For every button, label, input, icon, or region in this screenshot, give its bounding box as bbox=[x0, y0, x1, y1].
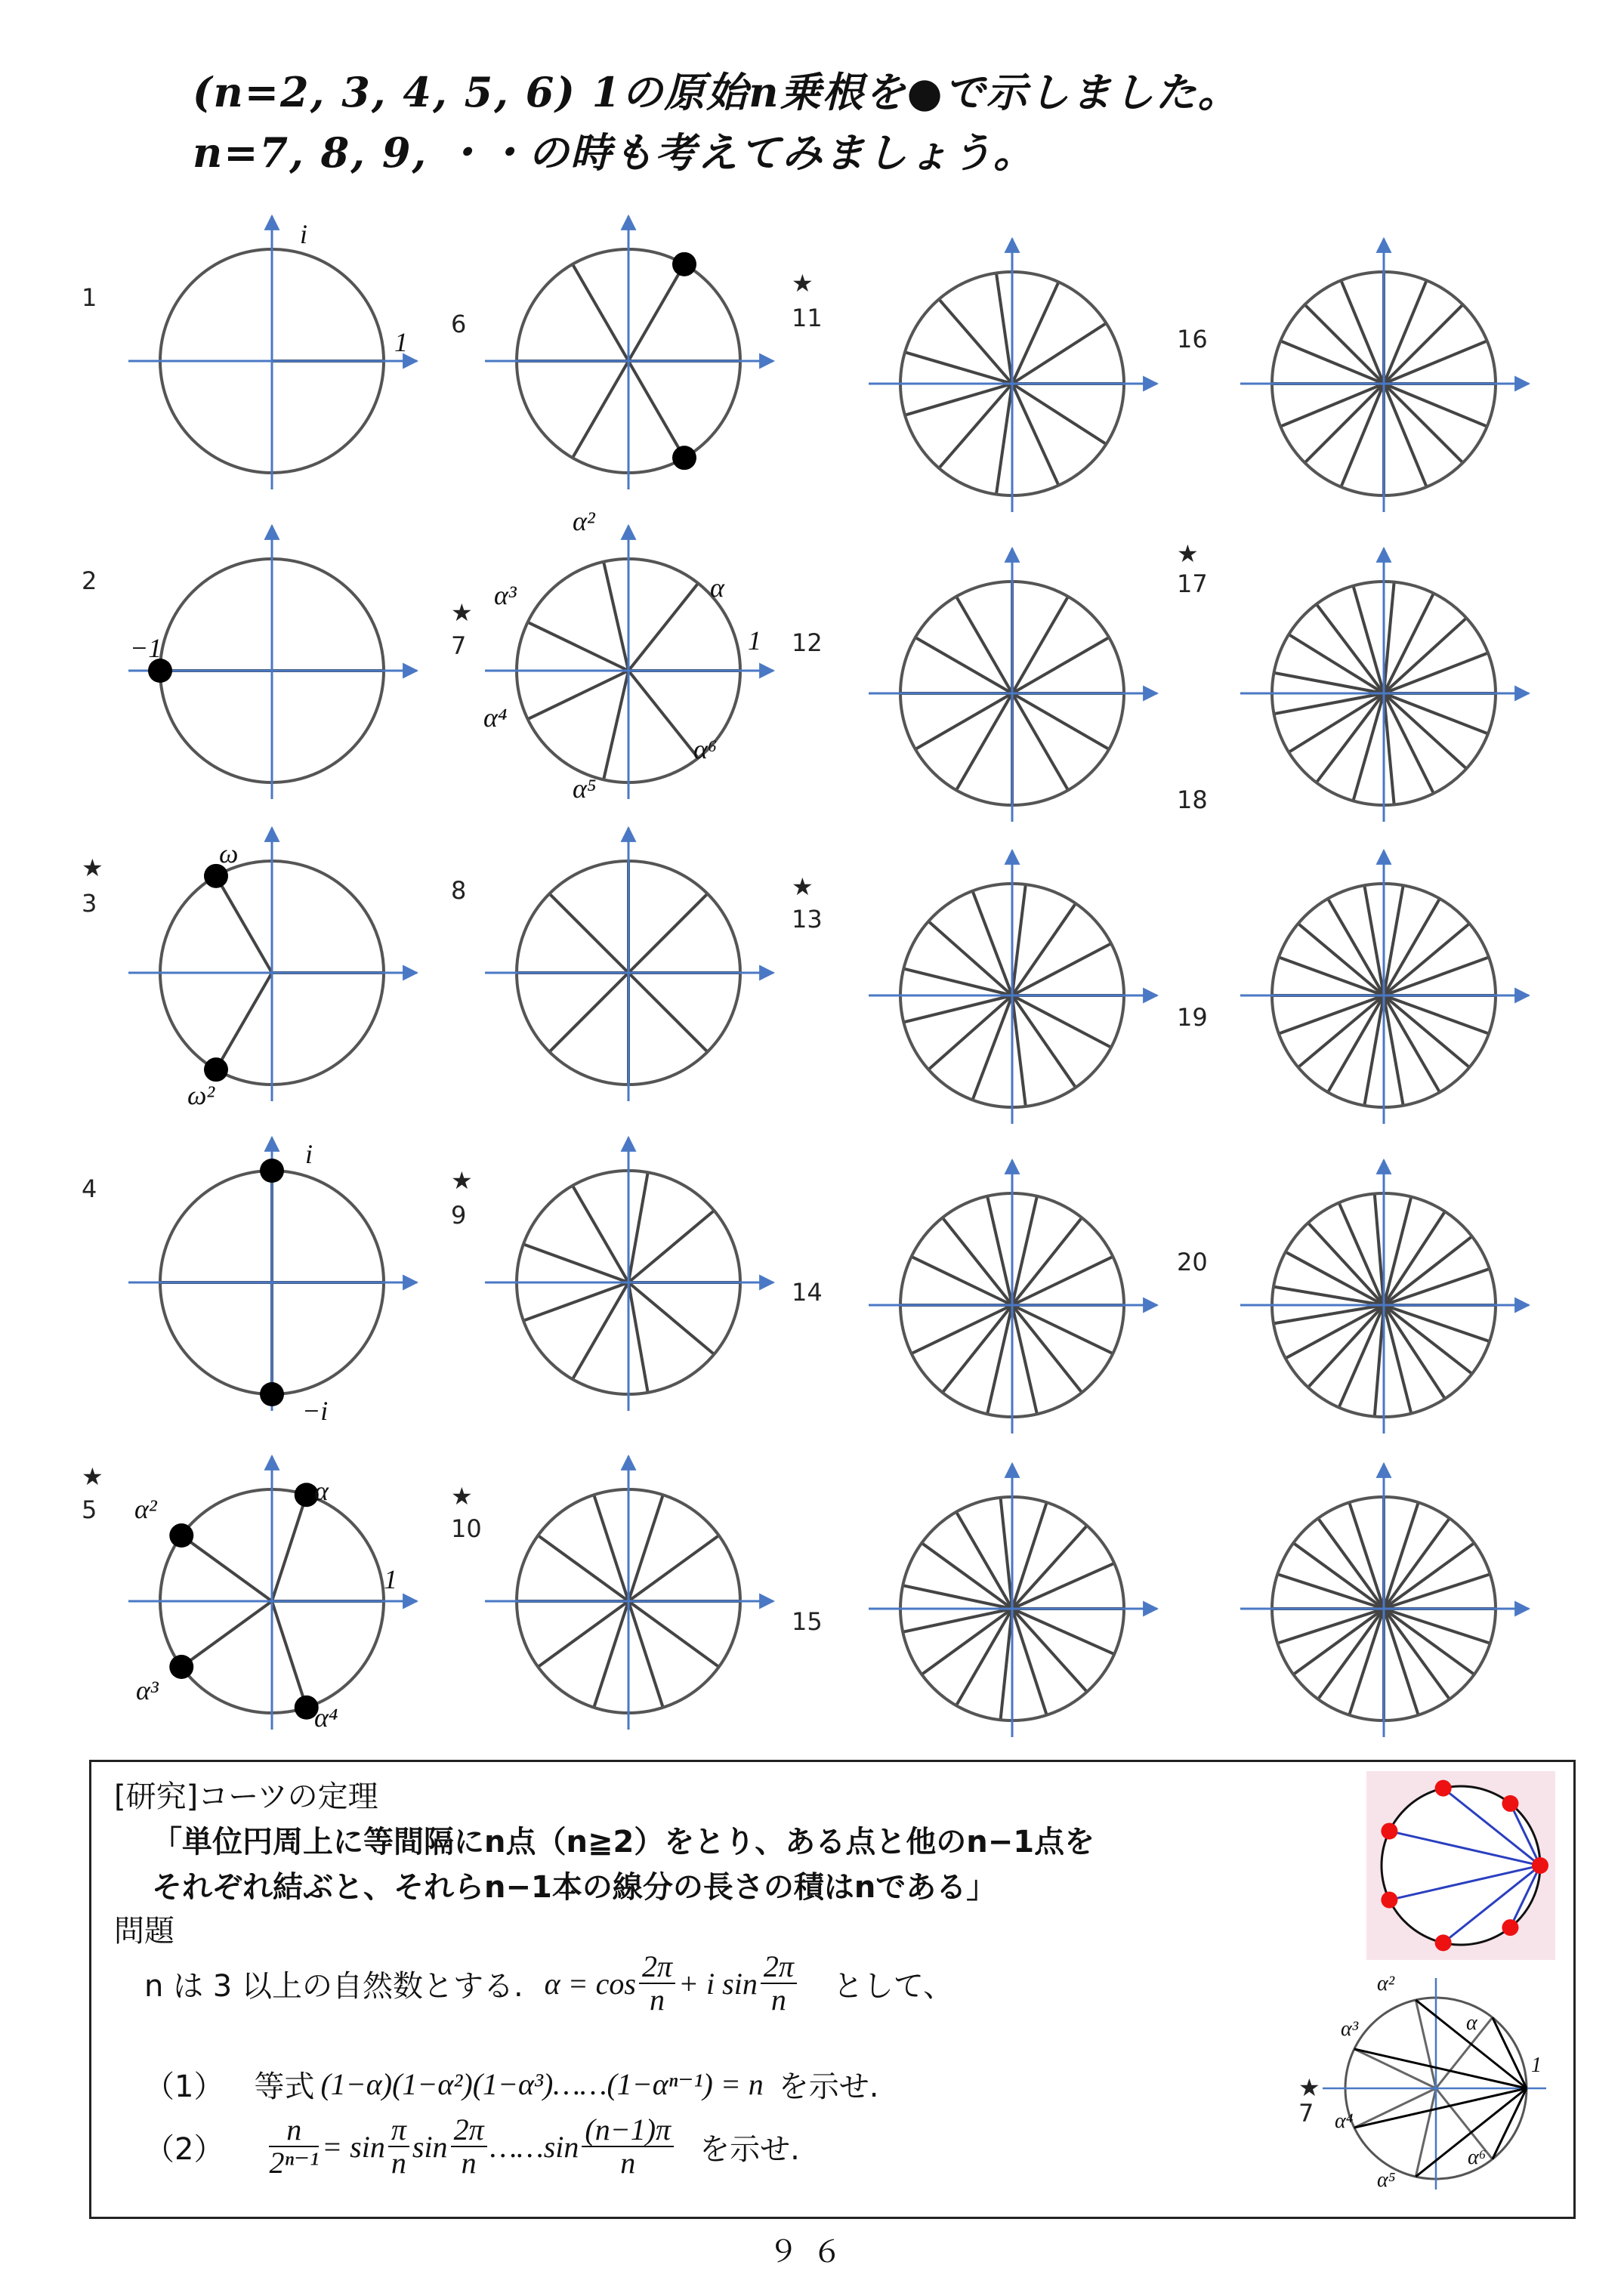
radius-line bbox=[594, 1601, 628, 1708]
label-d7-alpha2: α² bbox=[573, 506, 595, 536]
label-d5-alpha2: α² bbox=[134, 1494, 157, 1524]
q1-formula: (1−α)(1−α²)(1−α³)……(1−αⁿ⁻¹) = n bbox=[320, 2067, 764, 2101]
small-diagram-star: ★ bbox=[1298, 2073, 1320, 2102]
radius-line bbox=[181, 1535, 272, 1601]
label-d5-alpha3: α³ bbox=[136, 1675, 159, 1705]
radius-line bbox=[628, 1601, 663, 1708]
q1-text: 等式 bbox=[254, 2069, 315, 2104]
radius-line bbox=[628, 1535, 719, 1601]
diagram-number: 10 bbox=[451, 1514, 482, 1543]
chord-line bbox=[1493, 2088, 1527, 2159]
diagram-number: 16 bbox=[1177, 325, 1208, 353]
radius-line bbox=[1277, 1574, 1384, 1609]
radius-line bbox=[905, 352, 1012, 384]
diagram-14 bbox=[792, 1160, 1157, 1434]
small-diagram-number: 7 bbox=[1298, 2099, 1314, 2128]
q1-suffix: を示せ. bbox=[778, 2069, 879, 2104]
radius-line bbox=[549, 893, 628, 973]
star-icon: ★ bbox=[792, 872, 814, 901]
radius-line bbox=[1349, 1609, 1384, 1715]
radius-line bbox=[604, 671, 628, 779]
radius-line bbox=[1384, 1609, 1474, 1674]
radius-line bbox=[1012, 1609, 1114, 1654]
radius-line bbox=[272, 1495, 307, 1601]
radius-line bbox=[1012, 1609, 1047, 1715]
radius-line bbox=[628, 1601, 719, 1667]
star-icon: ★ bbox=[82, 853, 103, 882]
label-d4-i: i bbox=[305, 1139, 313, 1169]
radius-line bbox=[1012, 995, 1111, 1048]
title-line-1: (n=2, 3, 4, 5, 6) 1の原始n乗根を●で示しました。 bbox=[193, 68, 1240, 116]
radius-line bbox=[628, 583, 698, 671]
diagram-number: 9 bbox=[451, 1201, 467, 1230]
radius-line bbox=[216, 876, 272, 973]
radius-line bbox=[216, 973, 272, 1069]
star-icon: ★ bbox=[82, 1462, 103, 1491]
q2-dots-sin: ……sin bbox=[489, 2129, 579, 2164]
radius-line bbox=[573, 361, 628, 458]
radius-line bbox=[272, 1601, 307, 1708]
diagram-number: 3 bbox=[82, 889, 97, 918]
radius-line bbox=[1308, 1223, 1384, 1305]
diagram-4 bbox=[82, 1137, 417, 1411]
radius-line bbox=[573, 1186, 628, 1282]
radius-line bbox=[1318, 1609, 1384, 1699]
diagram-number: 19 bbox=[1177, 1003, 1208, 1032]
condition-suffix: として、 bbox=[832, 1968, 954, 2004]
diagram-16 bbox=[1177, 239, 1529, 512]
primitive-root-dot bbox=[260, 1382, 284, 1406]
diagram-number: 8 bbox=[451, 876, 467, 905]
radius-line bbox=[1279, 957, 1384, 995]
coates-point bbox=[1502, 1795, 1518, 1812]
radius-line bbox=[1012, 1502, 1047, 1609]
question-2 bbox=[144, 2114, 800, 2179]
diagram-11 bbox=[792, 239, 1157, 512]
q2-sin: sin bbox=[412, 2129, 448, 2164]
q2-frac-2pi-n: $\frac{2\pi}{n}$ bbox=[451, 2114, 487, 2179]
diagram-7 bbox=[451, 526, 773, 799]
radius-line bbox=[628, 973, 708, 1052]
radius-line bbox=[604, 562, 628, 671]
label-d1-one: 1 bbox=[394, 327, 408, 357]
theorem-line-1: 「単位円周上に等間隔にn点（n≧2）をとり、ある点と他のn−1点を bbox=[152, 1825, 1095, 1859]
label-d7-alpha6: α⁶ bbox=[693, 734, 718, 764]
radius-line bbox=[528, 622, 628, 671]
radius-line bbox=[1384, 1574, 1490, 1609]
radius-line bbox=[1298, 995, 1384, 1067]
coates-circle bbox=[1382, 1786, 1540, 1945]
radius-line bbox=[594, 1495, 628, 1601]
radius-line bbox=[1318, 1518, 1384, 1609]
label-d3-omega2: ω² bbox=[187, 1080, 215, 1110]
primitive-root-dot bbox=[204, 1057, 228, 1082]
radius-line bbox=[538, 1601, 628, 1667]
radius-line bbox=[1354, 2088, 1436, 2128]
radius-line bbox=[1012, 1257, 1113, 1305]
star-icon: ★ bbox=[1177, 539, 1199, 568]
label-d7-alpha: α bbox=[710, 572, 724, 603]
q2-lhs-fraction: $\frac{n}{\text{2ⁿ⁻¹}}$ bbox=[269, 2112, 320, 2180]
primitive-root-dot bbox=[672, 252, 696, 276]
small-alpha: α bbox=[1466, 2011, 1477, 2035]
diagram-number: 12 bbox=[792, 628, 823, 657]
radius-line bbox=[1384, 957, 1489, 995]
radius-line bbox=[1384, 995, 1469, 1067]
diagram-5 bbox=[82, 1456, 417, 1730]
diagram-number: 13 bbox=[792, 905, 823, 934]
radius-line bbox=[1384, 1305, 1490, 1341]
radius-line bbox=[1012, 1563, 1114, 1609]
label-d4-minus-i: −i bbox=[302, 1396, 329, 1426]
radius-line bbox=[628, 671, 698, 758]
diagram-1 bbox=[82, 216, 417, 489]
coates-point bbox=[1532, 1857, 1548, 1874]
diagram-number: 14 bbox=[792, 1278, 823, 1307]
radius-line bbox=[1384, 1609, 1450, 1699]
label-d7-one: 1 bbox=[748, 625, 761, 656]
page-number: ９６ bbox=[768, 2235, 856, 2270]
primitive-root-dot bbox=[169, 1655, 193, 1679]
label-d2-minus-one: −1 bbox=[130, 633, 162, 663]
radius-line bbox=[1304, 384, 1384, 463]
coates-point bbox=[1502, 1919, 1518, 1936]
diagram-number: 7 bbox=[451, 631, 467, 660]
radius-line bbox=[1384, 693, 1466, 769]
alpha-definition: α = cos bbox=[544, 1966, 636, 2001]
coates-point bbox=[1435, 1934, 1452, 1951]
diagram-number: 2 bbox=[82, 566, 97, 595]
diagram-10 bbox=[451, 1456, 773, 1730]
radius-line bbox=[573, 264, 628, 361]
primitive-root-dot bbox=[260, 1159, 284, 1183]
radius-line bbox=[1384, 1269, 1490, 1305]
chord-line bbox=[1493, 2017, 1527, 2088]
radius-line bbox=[1304, 304, 1384, 384]
coates-point bbox=[1435, 1780, 1452, 1797]
radius-line bbox=[1279, 995, 1384, 1034]
radius-line bbox=[1384, 995, 1489, 1034]
star-icon: ★ bbox=[451, 598, 473, 627]
question-1 bbox=[144, 2063, 879, 2106]
diagram-7-chords bbox=[1292, 1960, 1564, 2217]
radius-line bbox=[1012, 943, 1111, 995]
diagram-9 bbox=[451, 1137, 773, 1411]
primitive-root-dot bbox=[672, 446, 696, 470]
radius-line bbox=[1384, 924, 1469, 995]
radius-line bbox=[538, 1535, 628, 1601]
label-d7-alpha5: α⁵ bbox=[573, 773, 597, 804]
label-d7-alpha3: α³ bbox=[494, 580, 517, 610]
radius-line bbox=[628, 1172, 648, 1282]
radius-line bbox=[628, 1282, 648, 1393]
radius-line bbox=[1293, 1543, 1384, 1609]
radius-line bbox=[528, 671, 628, 719]
condition-prefix: n は 3 以上の自然数とする. bbox=[144, 1968, 523, 2004]
radius-line bbox=[1384, 1609, 1490, 1643]
small-alpha5: α⁵ bbox=[1377, 2168, 1396, 2192]
radius-line bbox=[1293, 1609, 1384, 1674]
diagram-number: 5 bbox=[82, 1495, 97, 1524]
diagram-6 bbox=[451, 216, 773, 489]
label-d7-alpha4: α⁴ bbox=[483, 702, 508, 733]
radius-line bbox=[181, 1601, 272, 1667]
radius-line bbox=[1317, 693, 1384, 782]
diagram-18 bbox=[1177, 785, 1529, 1124]
radius-line bbox=[1384, 304, 1463, 384]
small-alpha6: α⁶ bbox=[1468, 2146, 1487, 2169]
radius-line bbox=[628, 1282, 714, 1354]
problem-condition bbox=[144, 1951, 953, 2016]
star-icon: ★ bbox=[451, 1166, 473, 1195]
title-line-2: n=7, 8, 9, ・・の時も考えてみましょう。 bbox=[193, 128, 1036, 177]
diagram-number: 4 bbox=[82, 1174, 97, 1203]
radius-line bbox=[628, 1495, 663, 1601]
study-heading: [研究]コーツの定理 bbox=[114, 1779, 378, 1814]
radius-line bbox=[1012, 1305, 1113, 1353]
radius-line bbox=[1384, 1502, 1419, 1609]
star-icon: ★ bbox=[451, 1482, 473, 1511]
diagram-19 bbox=[1177, 1003, 1529, 1434]
radius-line bbox=[523, 1282, 628, 1321]
radius-line bbox=[573, 1282, 628, 1379]
radius-line bbox=[549, 973, 628, 1052]
diagram-15 bbox=[792, 1464, 1157, 1737]
label-d3-omega: ω bbox=[219, 838, 239, 869]
radius-line bbox=[1384, 1543, 1474, 1609]
small-alpha2: α² bbox=[1377, 1972, 1395, 1995]
radius-line bbox=[1317, 604, 1384, 693]
coates-point bbox=[1381, 1892, 1397, 1909]
label-d1-i: i bbox=[300, 219, 308, 249]
q2-frac-pi-n: $\frac{\pi}{n}$ bbox=[388, 2114, 409, 2179]
small-alpha3: α³ bbox=[1341, 2017, 1359, 2041]
diagram-number: 6 bbox=[451, 310, 467, 338]
radius-line bbox=[1384, 1518, 1450, 1609]
radius-line bbox=[1384, 1211, 1445, 1305]
radius-line bbox=[523, 1244, 628, 1282]
radius-line bbox=[1012, 1609, 1087, 1692]
problem-label: 問題 bbox=[114, 1914, 174, 1949]
q2-eq-sin: = sin bbox=[322, 2129, 385, 2164]
radius-line bbox=[1384, 1305, 1445, 1399]
radius-line bbox=[1298, 924, 1384, 995]
label-d5-alpha4: α⁴ bbox=[314, 1702, 338, 1733]
diagram-number: 11 bbox=[792, 304, 823, 332]
diagram-13 bbox=[792, 850, 1157, 1124]
label-d5-alpha: α bbox=[314, 1476, 329, 1506]
radius-line bbox=[628, 361, 684, 458]
diagram-3 bbox=[82, 828, 417, 1101]
radius-line bbox=[1277, 1609, 1384, 1643]
radius-line bbox=[1012, 1526, 1087, 1609]
radius-line bbox=[1384, 384, 1463, 463]
radius-line bbox=[628, 1211, 714, 1282]
q2-frac-last: $\frac{(n-1)\pi}{n}$ bbox=[582, 2114, 674, 2179]
coates-point bbox=[1381, 1822, 1397, 1839]
diagram-12 bbox=[792, 548, 1157, 822]
fraction-2pi-over-n: $\frac{2\pi}{n}$ bbox=[639, 1951, 675, 2016]
theorem-line-2: それぞれ結ぶと、それらn−1本の線分の長さの積はnである」 bbox=[152, 1870, 997, 1905]
label-d5-one: 1 bbox=[384, 1564, 397, 1594]
diagram-17 bbox=[1177, 539, 1529, 822]
radius-line bbox=[1384, 618, 1466, 693]
star-icon: ★ bbox=[792, 269, 814, 298]
q1-label: （1） bbox=[144, 2069, 224, 2104]
coates-illustration bbox=[1366, 1771, 1555, 1960]
small-one: 1 bbox=[1531, 2054, 1542, 2077]
diagram-8 bbox=[451, 828, 773, 1101]
diagram-number: 1 bbox=[82, 283, 97, 312]
radius-line bbox=[1354, 2049, 1436, 2088]
diagram-number: 15 bbox=[792, 1607, 823, 1636]
fraction-2pi-over-n-2: $\frac{2\pi}{n}$ bbox=[761, 1951, 797, 2016]
primitive-root-dot bbox=[169, 1523, 193, 1548]
small-alpha4: α⁴ bbox=[1335, 2109, 1354, 2133]
diagram-number: 18 bbox=[1177, 785, 1208, 814]
radius-line bbox=[905, 384, 1012, 415]
diagram-number: 17 bbox=[1177, 569, 1208, 598]
radius-line bbox=[912, 1305, 1012, 1353]
radius-line bbox=[1349, 1502, 1384, 1609]
q2-label: （2） bbox=[144, 2131, 224, 2167]
plus-i-sin: + i sin bbox=[678, 1966, 758, 2001]
diagram-number: 20 bbox=[1177, 1248, 1208, 1276]
coates-theorem-box bbox=[89, 1760, 1576, 2219]
radius-line bbox=[1308, 1305, 1384, 1387]
radius-line bbox=[628, 893, 708, 973]
radius-line bbox=[1384, 1609, 1419, 1715]
radius-line bbox=[628, 264, 684, 361]
q2-suffix: を示せ. bbox=[699, 2131, 800, 2167]
radius-line bbox=[912, 1257, 1012, 1305]
